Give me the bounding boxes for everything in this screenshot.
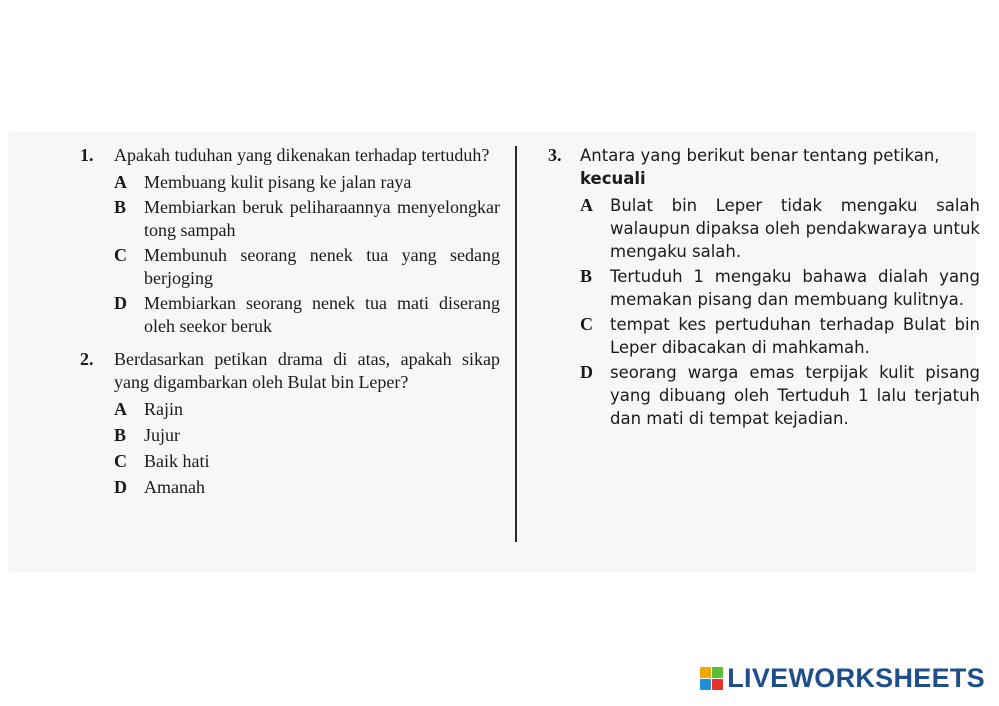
question-3 (548, 144, 980, 430)
option-text: Membunuh seorang nenek tua yang sedang berjoging (144, 245, 500, 288)
option-c (114, 450, 500, 473)
option-a (114, 398, 500, 421)
option-text: seorang warga emas terpijak kulit pisang yang dibuang oleh Tertuduh 1 lalu terjatuh dan mati di tempat kejadian. (610, 363, 980, 428)
option-text: Membiarkan seorang nenek tua mati diserang oleh seekor beruk (144, 293, 500, 336)
option-letter: D (580, 362, 593, 382)
option-letter: B (580, 266, 593, 286)
option-d (580, 361, 980, 430)
column-divider (515, 146, 517, 542)
options-list (580, 194, 980, 430)
option-text: Bulat bin Leper tidak mengaku salah walaupun dipaksa oleh pendakwaraya untuk mengaku salah. (610, 196, 980, 261)
option-letter: D (114, 477, 127, 497)
option-text: Tertuduh 1 mengaku bahawa dialah yang memakan pisang dan membuang kulitnya. (610, 267, 980, 309)
option-letter: C (580, 314, 593, 334)
option-text: Rajin (144, 399, 183, 419)
question-emphasis: kecuali (580, 169, 646, 188)
option-letter: C (114, 451, 127, 471)
options-list (114, 398, 500, 499)
option-letter: B (114, 197, 127, 217)
left-column (80, 144, 500, 502)
option-text: Membuang kulit pisang ke jalan raya (144, 172, 412, 192)
option-c (114, 244, 500, 290)
option-c (580, 313, 980, 359)
option-text: tempat kes pertuduhan terhadap Bulat bin Leper dibacakan di mahkamah. (610, 315, 980, 357)
option-b (114, 196, 500, 242)
option-d (114, 476, 500, 499)
liveworksheets-logo (700, 663, 985, 694)
option-text: Jujur (144, 425, 180, 445)
question-number: 1. (80, 145, 94, 165)
question-stem: Apakah tuduhan yang dikenakan terhadap tertuduh? (114, 145, 490, 165)
option-letter: D (114, 293, 127, 313)
question-number: 2. (80, 349, 94, 369)
option-b (580, 265, 980, 311)
question-1 (80, 144, 500, 338)
option-a (114, 171, 500, 194)
question-2 (80, 348, 500, 499)
option-d (114, 292, 500, 338)
option-letter: A (580, 195, 593, 215)
option-letter: C (114, 245, 127, 265)
logo-square-icon (700, 679, 711, 690)
option-letter: A (114, 399, 127, 419)
option-b (114, 424, 500, 447)
logo-text: LIVEWORKSHEETS (727, 663, 985, 693)
logo-square-icon (700, 667, 711, 678)
right-column (548, 144, 980, 432)
question-stem: Antara yang berikut benar tentang petikan, (580, 146, 940, 165)
question-stem: Berdasarkan petikan drama di atas, apakah sikap yang digambarkan oleh Bulat bin Leper? (114, 349, 500, 392)
option-text: Membiarkan beruk peliharaannya menyelongkar tong sampah (144, 197, 500, 240)
option-a (580, 194, 980, 263)
option-letter: A (114, 172, 127, 192)
logo-square-icon (712, 679, 723, 690)
logo-square-icon (712, 667, 723, 678)
option-text: Amanah (144, 477, 205, 497)
options-list (114, 171, 500, 338)
option-text: Baik hati (144, 451, 210, 471)
option-letter: B (114, 425, 127, 445)
logo-grid-icon (700, 667, 723, 690)
question-number: 3. (548, 145, 562, 165)
